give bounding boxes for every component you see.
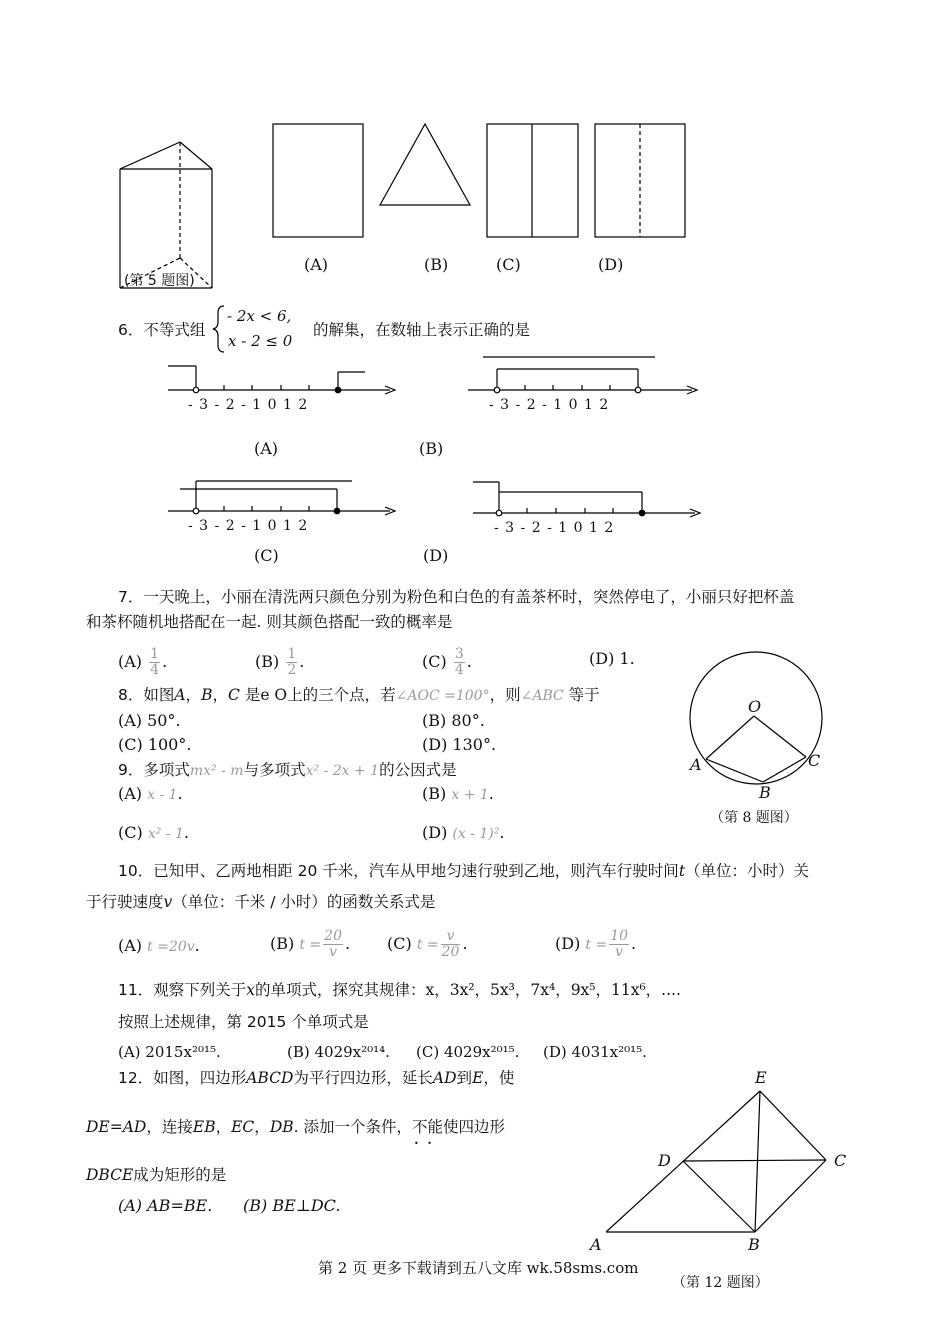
q6-option-d: (D) (423, 546, 449, 565)
numberline-d-labels: - 3 - 2 - 1 0 1 2 (494, 520, 615, 536)
page-footer: 第 2 页 更多下载请到五八文库 wk.58sms.com (318, 1259, 639, 1277)
q8-option-b: (B) 80°. (422, 711, 485, 730)
q12-emphasis: 不能 • • (412, 1118, 443, 1136)
q9-option-a: (A) x - 1. (118, 784, 183, 803)
q10-option-d: (D) t = $\frac{10}{v}$ . (555, 928, 637, 960)
numberline-a-labels: - 3 - 2 - 1 0 1 2 (188, 397, 309, 413)
q6-ineq-2: x - 2 ≤ 0 (228, 332, 293, 350)
numberline-b (468, 357, 697, 394)
q11-text-1: 11．观察下列关于x的单项式，探究其规律：x，3x²，5x³，7x⁴，9x⁵，11x⁶，.... (118, 981, 681, 999)
q10-option-c: (C) t = $\frac{v}{20}$ . (387, 928, 468, 960)
circle-figure (690, 652, 822, 784)
q11-option-b: (B) 4029x²⁰¹⁴. (287, 1043, 390, 1061)
q9-option-c: (C) x² - 1. (118, 823, 189, 842)
q8-fig-label-b: B (759, 783, 771, 802)
q12-fig-label-e: E (755, 1068, 767, 1087)
q6-number: 6．不等式组 (118, 321, 206, 339)
q5-option-c: (C) (496, 255, 521, 274)
q12-caption: （第 12 题图） (672, 1275, 769, 1291)
q12-text-1: 12．如图，四边形ABCD为平行四边形，延长AD到E，使 (118, 1069, 515, 1087)
q7-text-2: 和茶杯随机地搭配在一起. 则其颜色搭配一致的概率是 (86, 613, 453, 631)
q5-option-a: (A) (304, 255, 329, 274)
q9-option-b: (B) x + 1. (422, 784, 494, 803)
q5-option-d: (D) (598, 255, 624, 274)
q11-option-a: (A) 2015x²⁰¹⁵. (118, 1043, 221, 1061)
q12-fig-label-a: A (590, 1235, 602, 1254)
q8-caption: （第 8 题图） (710, 810, 798, 826)
q7-option-c: (C) $\frac{3}{4}$ . (422, 646, 472, 678)
q6-question: 的解集，在数轴上表示正确的是 (313, 321, 531, 339)
q6-option-b: (B) (419, 439, 444, 458)
q9-question: 9．多项式mx² - m与多项式x² - 2x + 1的公因式是 (118, 761, 457, 779)
parallelogram-figure (606, 1091, 826, 1232)
numberline-c-labels: - 3 - 2 - 1 0 1 2 (188, 518, 309, 534)
prism-figure (120, 142, 212, 288)
q7-option-b: (B) $\frac{1}{2}$ . (255, 646, 305, 678)
q7-text-1: 7．一天晚上，小丽在清洗两只颜色分别为粉色和白色的有盖茶杯时，突然停电了，小丽只好把杯盖 (118, 588, 795, 606)
q10-text-2: 于行驶速度v（单位：千米 / 小时）的函数关系式是 (86, 893, 436, 911)
q12-option-b: (B) BE⊥DC. (243, 1196, 341, 1215)
numberline-b-labels: - 3 - 2 - 1 0 1 2 (489, 397, 610, 413)
q12-fig-label-d: D (658, 1151, 671, 1170)
q8-option-d: (D) 130°. (422, 735, 497, 754)
q11-option-d: (D) 4031x²⁰¹⁵. (543, 1043, 647, 1061)
q8-fig-label-c: C (808, 751, 821, 770)
q7-option-d: (D) 1. (589, 649, 635, 668)
system-brace (213, 306, 224, 352)
q9-option-d: (D) (x - 1)². (422, 823, 505, 842)
numberline-a (168, 366, 395, 394)
q11-option-c: (C) 4029x²⁰¹⁵. (416, 1043, 520, 1061)
q12-fig-label-b: B (748, 1235, 760, 1254)
q12-text-3: DBCE成为矩形的是 (86, 1166, 227, 1184)
q8-question: 8．如图A，B，C 是e O上的三个点，若∠AOC =100°，则∠ABC 等于 (118, 686, 600, 704)
q11-text-2: 按照上述规律，第 2015 个单项式是 (118, 1013, 369, 1031)
q5-caption: (第 5 题图) (124, 273, 195, 289)
q10-text-1: 10．已知甲、乙两地相距 20 千米，汽车从甲地匀速行驶到乙地，则汽车行驶时间t（单位：小时）关 (118, 862, 810, 880)
q8-option-a: (A) 50°. (118, 711, 181, 730)
q12-text-2: DE=AD，连接EB，EC，DB. 添加一个条件，不能 • •使四边形 (86, 1117, 505, 1137)
q6-option-a: (A) (254, 439, 279, 458)
q12-option-a: (A) AB=BE. (118, 1196, 213, 1215)
numberline-d (473, 482, 700, 517)
q10-option-b: (B) t = $\frac{20}{v}$ . (270, 928, 351, 960)
q6-option-c: (C) (254, 546, 279, 565)
option-b-triangle (380, 124, 470, 205)
q8-option-c: (C) 100°. (118, 735, 192, 754)
q10-option-a: (A) t =20v. (118, 936, 200, 955)
q8-fig-label-o: O (748, 697, 762, 716)
q12-fig-label-c: C (834, 1151, 847, 1170)
numberline-a-ticks (224, 385, 309, 390)
q5-option-b: (B) (424, 255, 449, 274)
option-a-square (273, 124, 363, 237)
q8-fig-label-a: A (690, 755, 702, 774)
q7-option-a: (A) $\frac{1}{4}$ . (118, 646, 168, 678)
q6-ineq-1: - 2x < 6, (227, 307, 292, 325)
numberline-c (168, 481, 395, 515)
